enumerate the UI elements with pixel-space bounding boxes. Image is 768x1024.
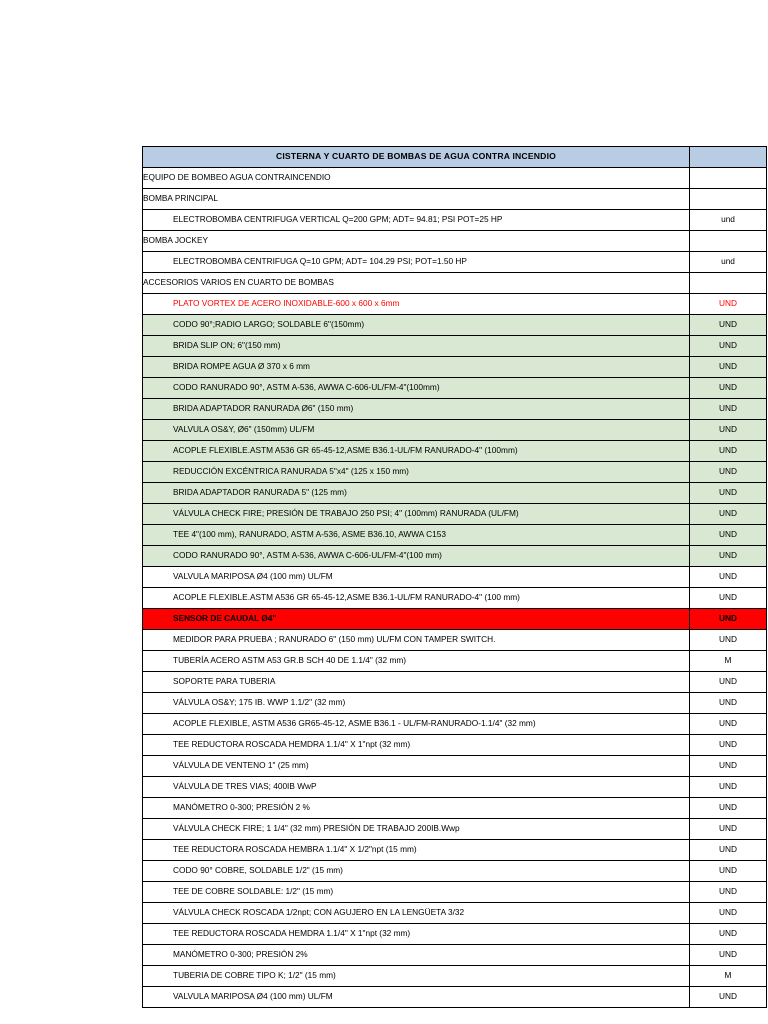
item-description-cell[interactable]: ELECTROBOMBA CENTRIFUGA VERTICAL Q=200 GPM; ADT= 94.81; PSI POT=25 HP (143, 210, 690, 231)
table-row[interactable] (143, 357, 767, 378)
item-description-cell[interactable]: EQUIPO DE BOMBEO AGUA CONTRAINCENDIO (143, 168, 690, 189)
item-unit-cell[interactable]: UND (690, 504, 767, 525)
item-unit-cell[interactable] (690, 231, 767, 252)
item-description-cell[interactable]: BRIDA SLIP ON; 6"(150 mm) (143, 336, 690, 357)
item-description-cell[interactable]: ACOPLE FLEXIBLE.ASTM A536 GR 65-45-12,ASME B36.1-UL/FM RANURADO-4" (100mm) (143, 441, 690, 462)
table-row[interactable] (143, 840, 767, 861)
item-unit-cell[interactable]: UND (690, 483, 767, 504)
table-row[interactable] (143, 588, 767, 609)
table-row[interactable] (143, 210, 767, 231)
table-row[interactable] (143, 777, 767, 798)
item-description-cell[interactable]: VÁLVULA CHECK FIRE; PRESIÓN DE TRABAJO 250 PSI; 4" (100mm) RANURADA (UL/FM) (143, 504, 690, 525)
table-row[interactable] (143, 735, 767, 756)
item-unit-cell[interactable]: UND (690, 294, 767, 315)
item-description-cell[interactable]: TEE REDUCTORA ROSCADA HEMDRA 1.1/4" X 1"npt (32 mm) (143, 924, 690, 945)
table-row[interactable] (143, 252, 767, 273)
item-description-cell[interactable]: MANÓMETRO 0-300; PRESIÓN 2 % (143, 798, 690, 819)
table-row[interactable] (143, 651, 767, 672)
item-unit-cell[interactable]: UND (690, 819, 767, 840)
item-unit-cell[interactable] (690, 168, 767, 189)
item-description-cell[interactable]: VÁLVULA OS&Y; 175 IB. WWP 1.1/2" (32 mm) (143, 693, 690, 714)
item-description-cell[interactable]: BRIDA ADAPTADOR RANURADA Ø6" (150 mm) (143, 399, 690, 420)
item-description-cell[interactable]: ACOPLE FLEXIBLE, ASTM A536 GR65-45-12, ASME B36.1 - UL/FM-RANURADO-1.1/4" (32 mm) (143, 714, 690, 735)
item-unit-cell[interactable]: UND (690, 462, 767, 483)
item-description-cell[interactable]: ACCESORIOS VARIOS EN CUARTO DE BOMBAS (143, 273, 690, 294)
item-unit-cell[interactable]: UND (690, 357, 767, 378)
item-description-cell[interactable]: TUBERIA DE COBRE TIPO K; 1/2" (15 mm) (143, 966, 690, 987)
item-description-cell[interactable]: ELECTROBOMBA CENTRIFUGA Q=10 GPM; ADT= 104.29 PSI; POT=1.50 HP (143, 252, 690, 273)
table-body (143, 147, 767, 1008)
item-description-cell[interactable]: REDUCCIÓN EXCÉNTRICA RANURADA 5"x4" (125 x 150 mm) (143, 462, 690, 483)
table-row[interactable] (143, 819, 767, 840)
item-description-cell[interactable]: VALVULA MARIPOSA Ø4 (100 mm) UL/FM (143, 567, 690, 588)
item-description-cell[interactable]: VÁLVULA DE VENTENO 1" (25 mm) (143, 756, 690, 777)
item-unit-cell[interactable]: UND (690, 567, 767, 588)
item-description-cell[interactable]: MEDIDOR PARA PRUEBA ; RANURADO 6" (150 mm) UL/FM CON TAMPER SWITCH. (143, 630, 690, 651)
table-row[interactable] (143, 504, 767, 525)
item-description-cell[interactable]: TUBERÍA ACERO ASTM A53 GR.B SCH 40 DE 1.1/4" (32 mm) (143, 651, 690, 672)
table-row[interactable] (143, 672, 767, 693)
item-unit-cell[interactable]: UND (690, 336, 767, 357)
item-description-cell[interactable]: VÁLVULA CHECK FIRE; 1 1/4" (32 mm) PRESIÓN DE TRABAJO 200IB.Wwp (143, 819, 690, 840)
item-description-cell[interactable]: PLATO VORTEX DE ACERO INOXIDABLE-600 x 600 x 6mm (143, 294, 690, 315)
item-unit-cell[interactable]: UND (690, 525, 767, 546)
table-title-row (143, 147, 767, 168)
item-description-cell[interactable]: BRIDA ROMPE AGUA Ø 370 x 6 mm (143, 357, 690, 378)
item-unit-cell[interactable]: UND (690, 714, 767, 735)
item-unit-cell[interactable]: M (690, 651, 767, 672)
table-row[interactable] (143, 987, 767, 1008)
table-row[interactable] (143, 861, 767, 882)
table-row[interactable] (143, 399, 767, 420)
item-unit-cell[interactable]: UND (690, 609, 767, 630)
item-unit-cell[interactable]: UND (690, 420, 767, 441)
table-row[interactable] (143, 420, 767, 441)
item-description-cell[interactable]: CODO 90° COBRE, SOLDABLE 1/2" (15 mm) (143, 861, 690, 882)
item-unit-cell[interactable]: und (690, 210, 767, 231)
item-description-cell[interactable]: CODO 90°;RADIO LARGO; SOLDABLE 6"(150mm) (143, 315, 690, 336)
table-row[interactable] (143, 546, 767, 567)
item-unit-cell[interactable]: UND (690, 861, 767, 882)
item-unit-cell[interactable] (690, 189, 767, 210)
item-description-cell[interactable]: TEE 4"(100 mm), RANURADO, ASTM A-536, ASME B36.10, AWWA C153 (143, 525, 690, 546)
item-unit-cell[interactable]: UND (690, 882, 767, 903)
item-description-cell[interactable]: ACOPLE FLEXIBLE.ASTM A536 GR 65-45-12,ASME B36.1-UL/FM RANURADO-4" (100 mm) (143, 588, 690, 609)
table-row[interactable] (143, 336, 767, 357)
table-row[interactable] (143, 693, 767, 714)
table-row[interactable] (143, 273, 767, 294)
item-description-cell[interactable]: TEE REDUCTORA ROSCADA HEMBRA 1.1/4" X 1/2"npt (15 mm) (143, 840, 690, 861)
item-description-cell[interactable]: VÁLVULA DE TRES VIAS; 400IB WwP (143, 777, 690, 798)
item-unit-cell[interactable]: UND (690, 735, 767, 756)
item-description-cell[interactable]: CODO RANURADO 90°, ASTM A-536, AWWA C-606-UL/FM-4"(100 mm) (143, 546, 690, 567)
item-description-cell[interactable]: BOMBA JOCKEY (143, 231, 690, 252)
table-row[interactable] (143, 714, 767, 735)
item-description-cell[interactable]: TEE DE COBRE SOLDABLE: 1/2" (15 mm) (143, 882, 690, 903)
table-row[interactable] (143, 483, 767, 504)
table-row[interactable] (143, 294, 767, 315)
table-row[interactable] (143, 462, 767, 483)
item-unit-cell[interactable]: UND (690, 693, 767, 714)
item-unit-cell[interactable]: UND (690, 672, 767, 693)
item-unit-cell[interactable]: und (690, 252, 767, 273)
table-row[interactable] (143, 315, 767, 336)
table-row[interactable] (143, 168, 767, 189)
item-description-cell[interactable]: TEE REDUCTORA ROSCADA HEMDRA 1.1/4" X 1"npt (32 mm) (143, 735, 690, 756)
item-unit-cell[interactable]: UND (690, 987, 767, 1008)
spreadsheet-area (142, 146, 766, 1008)
item-unit-cell[interactable] (690, 273, 767, 294)
table-row[interactable] (143, 609, 767, 630)
table-row[interactable] (143, 189, 767, 210)
table-row[interactable] (143, 798, 767, 819)
item-unit-cell[interactable]: UND (690, 630, 767, 651)
item-unit-cell[interactable]: UND (690, 924, 767, 945)
table-row[interactable] (143, 756, 767, 777)
item-unit-cell[interactable]: UND (690, 378, 767, 399)
item-unit-cell[interactable]: M (690, 966, 767, 987)
item-unit-cell[interactable]: UND (690, 945, 767, 966)
table-row[interactable] (143, 903, 767, 924)
table-row[interactable] (143, 525, 767, 546)
item-unit-cell[interactable]: UND (690, 546, 767, 567)
table-row[interactable] (143, 441, 767, 462)
item-unit-cell[interactable]: UND (690, 588, 767, 609)
table-row[interactable] (143, 378, 767, 399)
item-description-cell[interactable]: BRIDA ADAPTADOR RANURADA 5" (125 mm) (143, 483, 690, 504)
item-unit-cell[interactable]: UND (690, 441, 767, 462)
table-row[interactable] (143, 567, 767, 588)
document-title: CISTERNA Y CUARTO DE BOMBAS DE AGUA CONTRA INCENDIO (143, 147, 690, 168)
item-description-cell[interactable]: SOPORTE PARA TUBERIA (143, 672, 690, 693)
specification-table (142, 146, 767, 1008)
table-row[interactable] (143, 945, 767, 966)
table-row[interactable] (143, 924, 767, 945)
table-row[interactable] (143, 882, 767, 903)
item-description-cell[interactable]: MANÓMETRO 0-300; PRESIÓN 2% (143, 945, 690, 966)
item-unit-cell[interactable]: UND (690, 903, 767, 924)
item-unit-cell[interactable]: UND (690, 399, 767, 420)
title-row-spacer (690, 147, 767, 168)
item-description-cell[interactable]: VALVULA MARIPOSA Ø4 (100 mm) UL/FM (143, 987, 690, 1008)
item-description-cell[interactable]: BOMBA PRINCIPAL (143, 189, 690, 210)
table-row[interactable] (143, 231, 767, 252)
item-description-cell[interactable]: VALVULA OS&Y, Ø6" (150mm) UL/FM (143, 420, 690, 441)
table-row[interactable] (143, 630, 767, 651)
item-unit-cell[interactable]: UND (690, 777, 767, 798)
table-row[interactable] (143, 966, 767, 987)
item-description-cell[interactable]: SENSOR DE CAUDAL Ø4" (143, 609, 690, 630)
item-unit-cell[interactable]: UND (690, 840, 767, 861)
item-unit-cell[interactable]: UND (690, 315, 767, 336)
item-unit-cell[interactable]: UND (690, 798, 767, 819)
item-description-cell[interactable]: CODO RANURADO 90°, ASTM A-536, AWWA C-606-UL/FM-4"(100mm) (143, 378, 690, 399)
item-description-cell[interactable]: VÁLVULA CHECK ROSCADA 1/2npt; CON AGUJERO EN LA LENGÜETA 3/32 (143, 903, 690, 924)
item-unit-cell[interactable]: UND (690, 756, 767, 777)
